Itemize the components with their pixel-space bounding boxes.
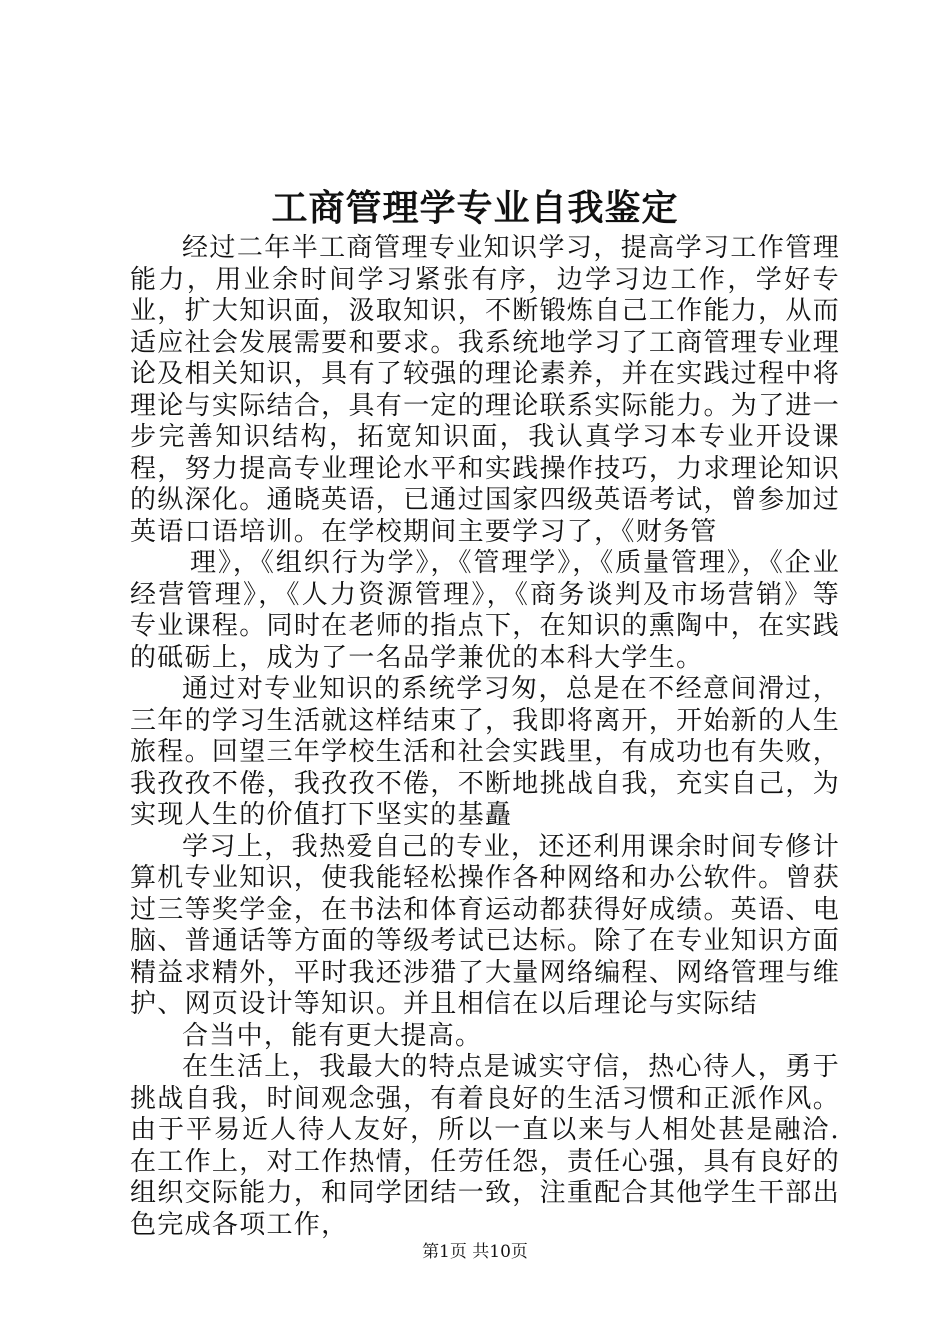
paragraph-courses: 理》，《组织行为学》，《管理学》，《质量管理》，《企业经营管理》，《人力资源管理》，《商务谈判及市场营销》等专业课程。同时在老师的指点下，在知识的熏陶中，在实践的砥砺上，成为了一名品学兼优的本科大学生。: [130, 548, 840, 673]
document-body: [130, 233, 840, 1241]
paragraph-learning-continued: 合当中，能有更大提高。: [182, 1020, 483, 1051]
paragraph-learning: 学习上，我热爱自己的专业，还还利用课余时间专修计算机专业知识，使我能轻松操作各种网络和办公软件。曾获过三等奖学金，在书法和体育运动都获得好成绩。英语、电脑、普通话等方面的等级考试已达标。除了在专业知识方面精益求精外，平时我还涉猎了大量网络编程、网络管理与维护、网页设计等知识。并且相信在以后理论与实际结: [130, 831, 840, 1019]
document-title: 工商管理学专业自我鉴定: [271, 187, 679, 229]
paragraph-life-and-work: 在生活上，我最大的特点是诚实守信，热心待人，勇于挑战自我，时间观念强，有着良好的生活习惯和正派作风。由于平易近人待人友好，所以一直以来与人相处甚是融洽.在工作上，对工作热情，任劳任怨，责任心强，具有良好的组织交际能力，和同学团结一致，注重配合其他学生干部出色完成各项工作，: [130, 1052, 840, 1240]
page-number-footer: 第1页 共10页: [422, 1242, 528, 1262]
paragraph-study-overview: 经过二年半工商管理专业知识学习，提高学习工作管理能力，用业余时间学习紧张有序，边学习边工作，学好专业，扩大知识面，汲取知识，不断锻炼自己工作能力，从而适应社会发展需要和要求。我系统地学习了工商管理专业理论及相关知识，具有了较强的理论素养，并在实践过程中将理论与实际结合，具有一定的理论联系实际能力。为了进一步完善知识结构，拓宽知识面，我认真学习本专业开设课程，努力提高专业理论水平和实践操作技巧，力求理论知识的纵深化。通晓英语，已通过国家四级英语考试，曾参加过英语口语培训。在学校期间主要学习了，《财务管: [130, 233, 840, 547]
paragraph-reflection: 通过对专业知识的系统学习匆，总是在不经意间滑过，三年的学习生活就这样结束了，我即将离开，开始新的人生旅程。回望三年学校生活和社会实践里，有成功也有失败，我孜孜不倦，我孜孜不倦，不断地挑战自我，充实自己，为实现人生的价值打下坚实的基矗: [130, 674, 840, 830]
